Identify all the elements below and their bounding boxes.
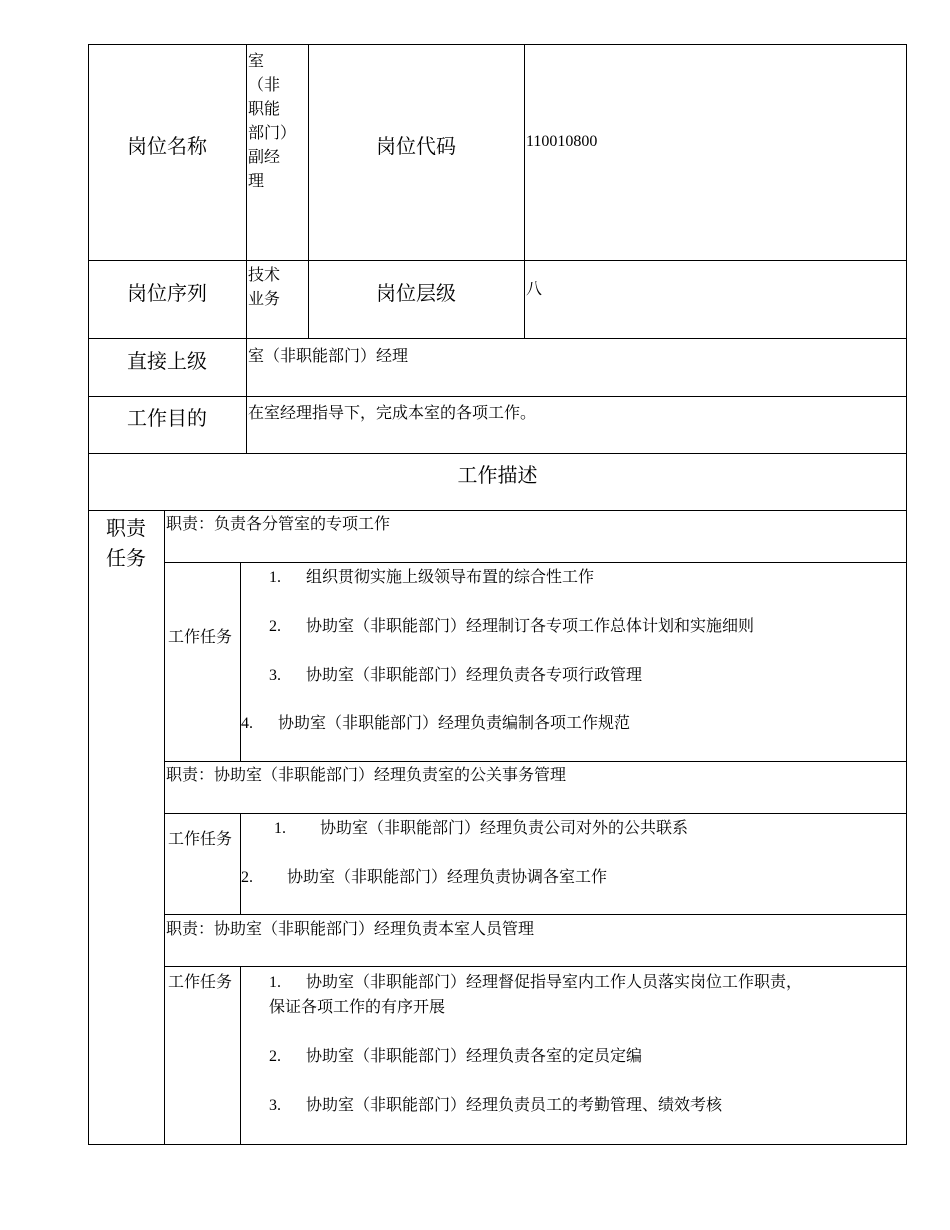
task-label: 工作任务 <box>168 629 233 646</box>
task-number: 1. <box>274 820 286 837</box>
task-number: 1. <box>269 974 281 991</box>
task-number: 1. <box>269 569 281 586</box>
position-code-label: 岗位代码 <box>376 136 456 158</box>
row-divider <box>164 761 907 762</box>
work-description-title: 工作描述 <box>457 465 538 487</box>
position-series-label: 岗位序列 <box>127 283 207 305</box>
work-purpose-value: 在室经理指导下，完成本室的各项工作。 <box>248 405 537 422</box>
task-text-continued: 保证各项工作的有序开展 <box>269 999 446 1016</box>
position-name-value: 室（非职能部门）副经理 <box>248 53 289 190</box>
position-code-value: 110010800 <box>526 133 598 150</box>
task-label: 工作任务 <box>168 974 233 991</box>
task-number: 3. <box>269 667 281 684</box>
task-number: 2. <box>241 869 253 886</box>
task-text: 协助室（非职能部门）经理负责编制各项工作规范 <box>278 715 631 732</box>
position-name-label: 岗位名称 <box>127 136 207 158</box>
col-divider <box>524 44 525 338</box>
duty-title: 职责：协助室（非职能部门）经理负责本室人员管理 <box>166 921 535 938</box>
position-level-label: 岗位层级 <box>376 283 456 305</box>
task-text: 协助室（非职能部门）经理负责各室的定员定编 <box>306 1048 643 1065</box>
direct-superior-label: 直接上级 <box>127 351 207 373</box>
direct-superior-value: 室（非职能部门）经理 <box>248 348 409 365</box>
position-level-value: 八 <box>526 281 543 298</box>
task-number: 3. <box>269 1097 281 1114</box>
task-label: 工作任务 <box>168 831 233 848</box>
task-number: 4. <box>241 715 253 732</box>
task-text: 协助室（非职能部门）经理负责协调各室工作 <box>287 869 608 886</box>
task-text: 协助室（非职能部门）经理负责各专项行政管理 <box>306 667 643 684</box>
duty-title: 职责：协助室（非职能部门）经理负责室的公关事务管理 <box>166 767 567 784</box>
col-divider <box>164 510 165 1145</box>
row-divider <box>164 562 907 563</box>
duty-title: 职责：负责各分管室的专项工作 <box>166 516 391 533</box>
work-purpose-label: 工作目的 <box>127 408 207 430</box>
row-divider <box>88 260 907 261</box>
task-text: 协助室（非职能部门）经理督促指导室内工作人员落实岗位工作职责， <box>306 974 803 991</box>
col-divider <box>246 44 247 453</box>
col-divider <box>240 813 241 914</box>
task-text: 协助室（非职能部门）经理负责员工的考勤管理、绩效考核 <box>306 1097 723 1114</box>
task-number: 2. <box>269 1048 281 1065</box>
row-divider <box>88 453 907 454</box>
task-text: 协助室（非职能部门）经理负责公司对外的公共联系 <box>320 820 689 837</box>
task-text: 组织贯彻实施上级领导布置的综合性工作 <box>306 569 595 586</box>
row-divider <box>164 966 907 967</box>
duties-label: 职责任务 <box>106 518 146 570</box>
row-divider <box>88 396 907 397</box>
position-series-value: 技术业务 <box>248 267 281 308</box>
task-text: 协助室（非职能部门）经理制订各专项工作总体计划和实施细则 <box>306 618 755 635</box>
row-divider <box>88 338 907 339</box>
task-number: 2. <box>269 618 281 635</box>
row-divider <box>88 510 907 511</box>
col-divider <box>240 966 241 1145</box>
row-divider <box>164 813 907 814</box>
row-divider <box>164 914 907 915</box>
